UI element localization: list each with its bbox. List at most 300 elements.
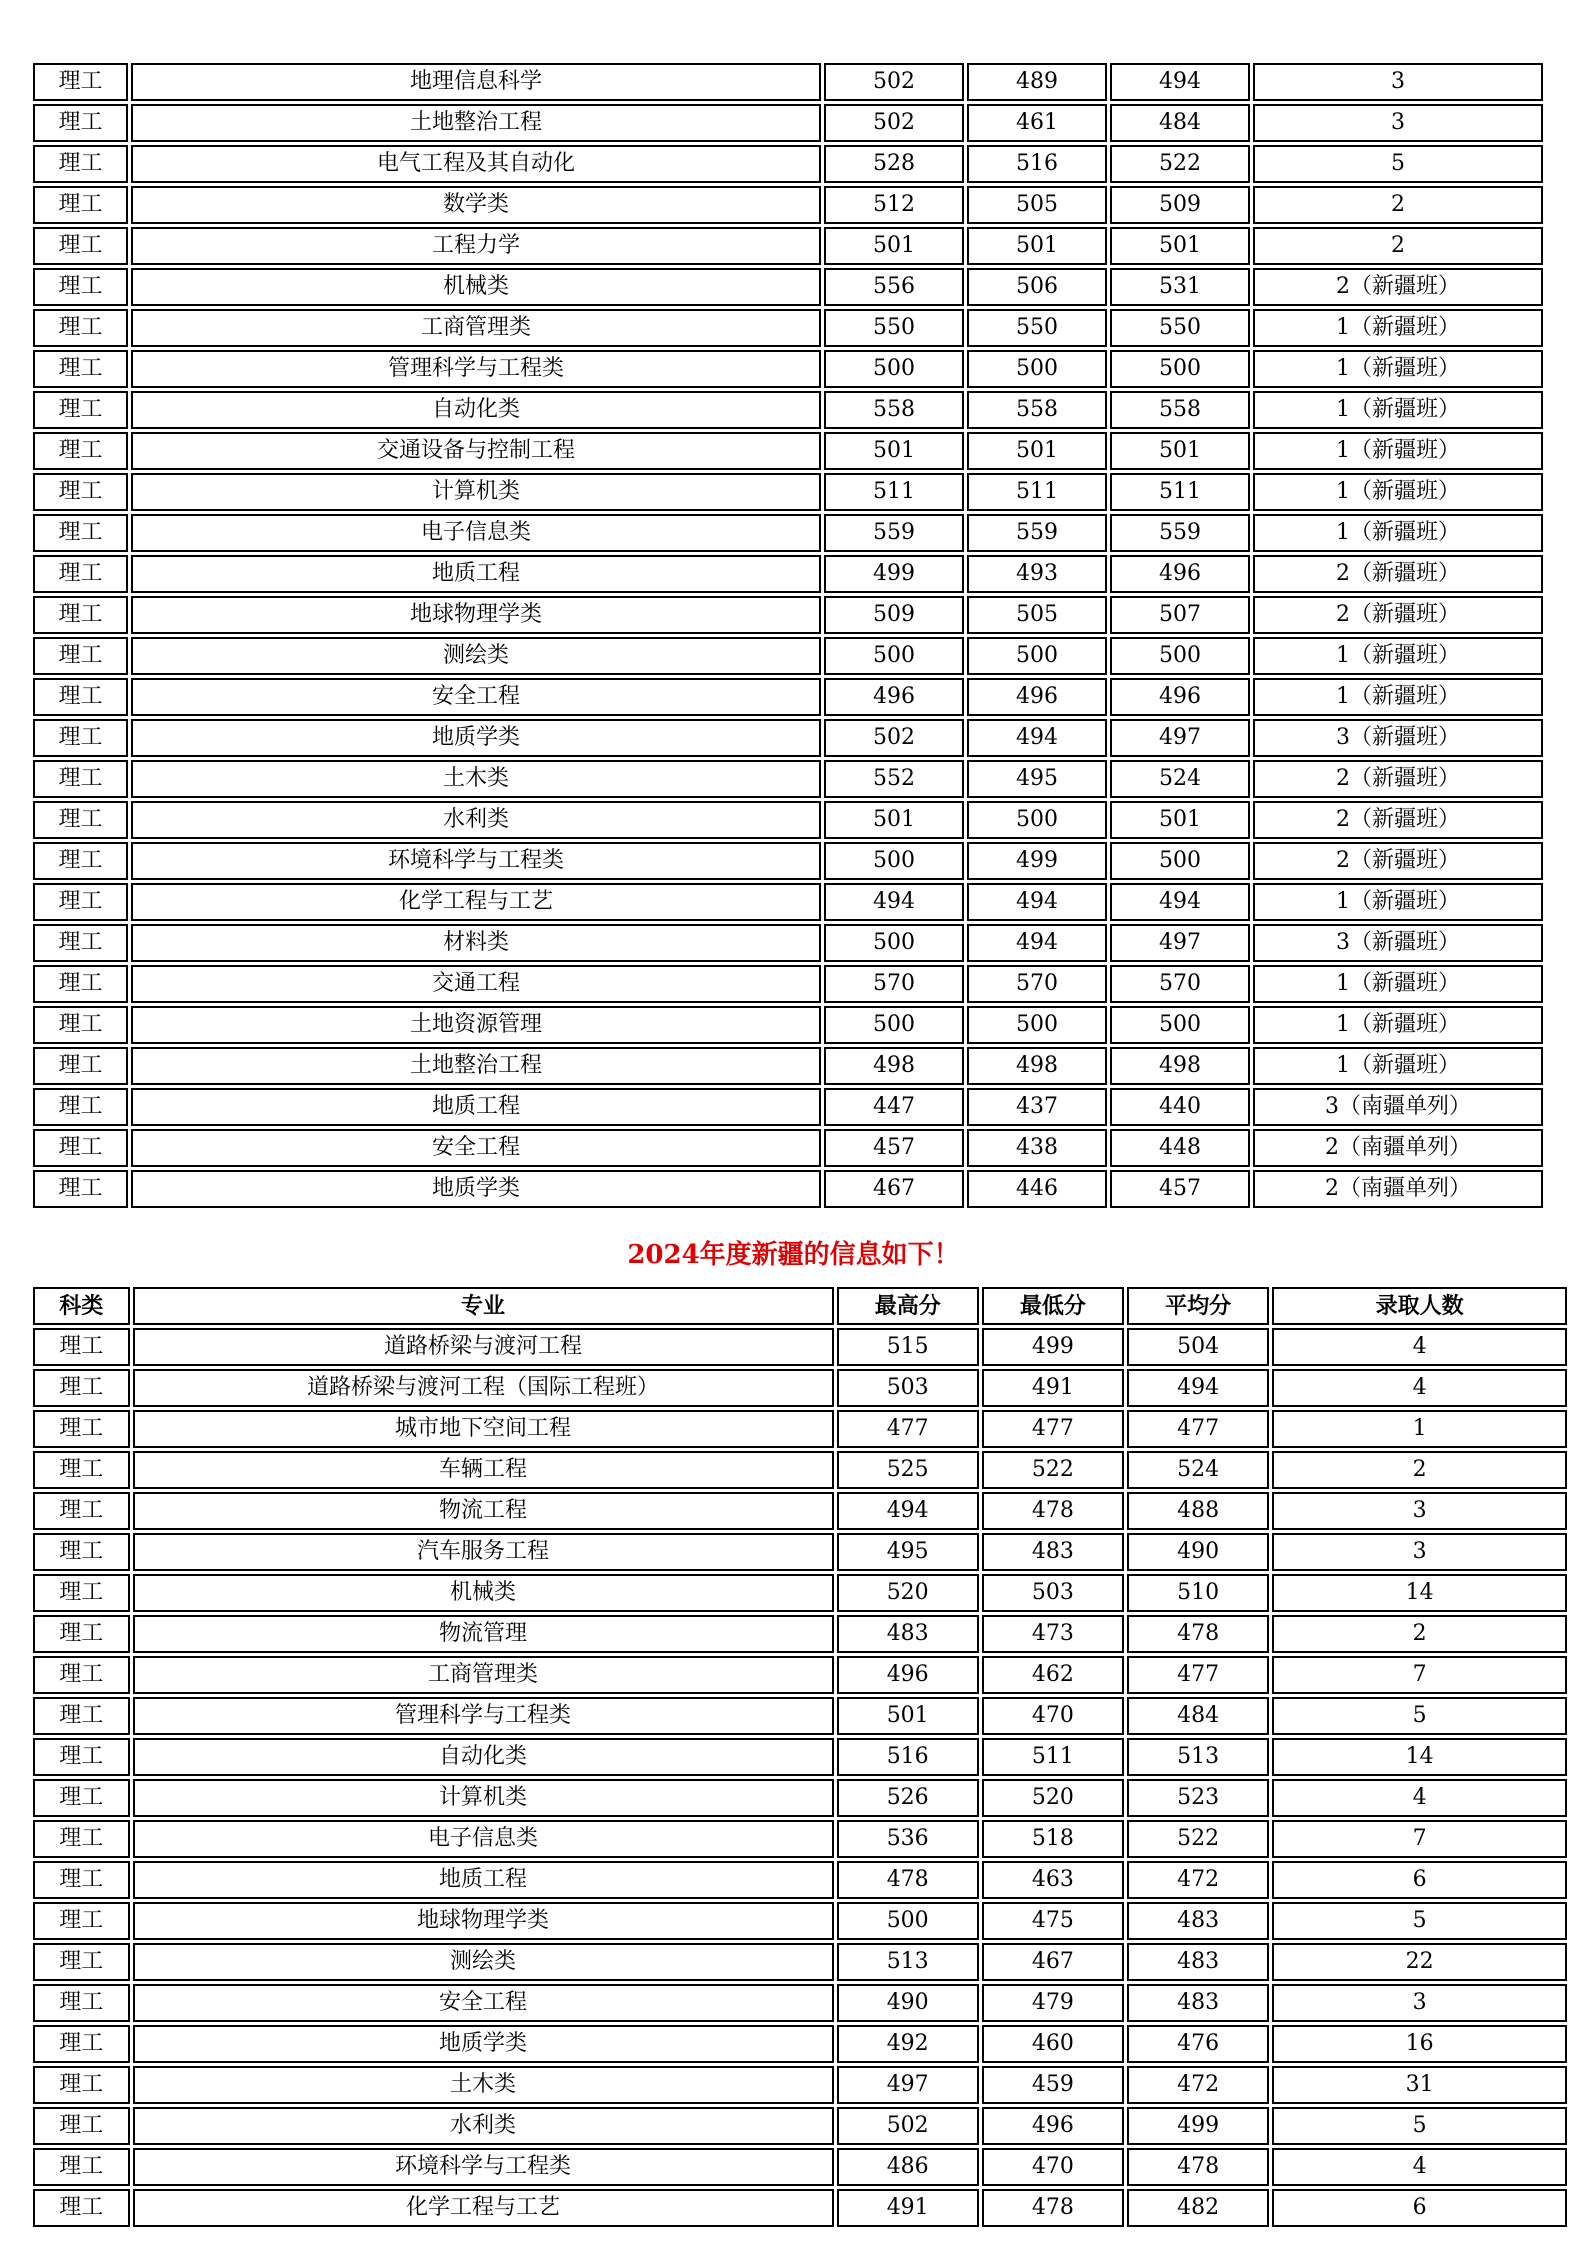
cell-min-score: 511 xyxy=(967,473,1107,511)
cell-avg-score: 509 xyxy=(1110,186,1250,224)
cell-min-score: 518 xyxy=(982,1820,1124,1858)
cell-major: 机械类 xyxy=(131,268,821,306)
cell-category: 理工 xyxy=(33,391,128,429)
cell-admitted-count: 1（新疆班） xyxy=(1253,473,1543,511)
cell-major: 土木类 xyxy=(131,760,821,798)
cell-avg-score: 559 xyxy=(1110,514,1250,552)
cell-max-score: 536 xyxy=(837,1820,979,1858)
cell-max-score: 494 xyxy=(824,883,964,921)
cell-avg-score: 496 xyxy=(1110,678,1250,716)
cell-avg-score: 484 xyxy=(1127,1697,1269,1735)
cell-major: 土地整治工程 xyxy=(131,1047,821,1085)
cell-min-score: 478 xyxy=(982,1492,1124,1530)
cell-admitted-count: 3（新疆班） xyxy=(1253,924,1543,962)
cell-avg-score: 497 xyxy=(1110,924,1250,962)
cell-max-score: 501 xyxy=(824,432,964,470)
cell-admitted-count: 2（新疆班） xyxy=(1253,555,1543,593)
cell-max-score: 494 xyxy=(837,1492,979,1530)
cell-max-score: 500 xyxy=(824,350,964,388)
cell-major: 道路桥梁与渡河工程（国际工程班） xyxy=(133,1369,834,1407)
cell-min-score: 437 xyxy=(967,1088,1107,1126)
cell-category: 理工 xyxy=(33,2025,130,2063)
cell-category: 理工 xyxy=(33,2189,130,2227)
cell-avg-score: 482 xyxy=(1127,2189,1269,2227)
cell-category: 理工 xyxy=(33,473,128,511)
table-row xyxy=(33,391,1543,429)
cell-category: 理工 xyxy=(33,760,128,798)
cell-admitted-count: 22 xyxy=(1272,1943,1567,1981)
cell-major: 电气工程及其自动化 xyxy=(131,145,821,183)
cell-admitted-count: 3 xyxy=(1272,1984,1567,2022)
table-row xyxy=(33,1902,1567,1940)
cell-min-score: 505 xyxy=(967,186,1107,224)
cell-min-score: 500 xyxy=(967,801,1107,839)
cell-min-score: 473 xyxy=(982,1615,1124,1653)
cell-major: 交通工程 xyxy=(131,965,821,1003)
cell-major: 地球物理学类 xyxy=(131,596,821,634)
cell-max-score: 516 xyxy=(837,1738,979,1776)
cell-min-score: 483 xyxy=(982,1533,1124,1571)
cell-category: 理工 xyxy=(33,1984,130,2022)
cell-category: 理工 xyxy=(33,924,128,962)
cell-avg-score: 477 xyxy=(1127,1410,1269,1448)
cell-avg-score: 484 xyxy=(1110,104,1250,142)
table-row xyxy=(33,227,1543,265)
cell-max-score: 525 xyxy=(837,1451,979,1489)
cell-admitted-count: 2（新疆班） xyxy=(1253,760,1543,798)
cell-min-score: 463 xyxy=(982,1861,1124,1899)
cell-major: 管理科学与工程类 xyxy=(133,1697,834,1735)
cell-min-score: 461 xyxy=(967,104,1107,142)
cell-avg-score: 478 xyxy=(1127,1615,1269,1653)
cell-avg-score: 504 xyxy=(1127,1328,1269,1366)
cell-major: 物流工程 xyxy=(133,1492,834,1530)
table-row xyxy=(33,186,1543,224)
table-body xyxy=(33,1328,1567,2227)
cell-max-score: 509 xyxy=(824,596,964,634)
cell-major: 安全工程 xyxy=(133,1984,834,2022)
cell-major: 地质学类 xyxy=(131,719,821,757)
table-row xyxy=(33,1984,1567,2022)
cell-category: 理工 xyxy=(33,2066,130,2104)
cell-major: 工商管理类 xyxy=(133,1656,834,1694)
cell-admitted-count: 7 xyxy=(1272,1656,1567,1694)
cell-major: 测绘类 xyxy=(131,637,821,675)
table-row xyxy=(33,678,1543,716)
table-row xyxy=(33,2189,1567,2227)
cell-max-score: 528 xyxy=(824,145,964,183)
cell-admitted-count: 7 xyxy=(1272,1820,1567,1858)
cell-avg-score: 501 xyxy=(1110,801,1250,839)
cell-admitted-count: 3 xyxy=(1253,63,1543,101)
cell-max-score: 512 xyxy=(824,186,964,224)
cell-admitted-count: 1（新疆班） xyxy=(1253,1047,1543,1085)
header-admitted-count: 录取人数 xyxy=(1272,1287,1567,1325)
cell-min-score: 520 xyxy=(982,1779,1124,1817)
table-row xyxy=(33,104,1543,142)
cell-avg-score: 494 xyxy=(1127,1369,1269,1407)
cell-min-score: 477 xyxy=(982,1410,1124,1448)
cell-admitted-count: 3 xyxy=(1272,1533,1567,1571)
cell-max-score: 496 xyxy=(837,1656,979,1694)
cell-max-score: 513 xyxy=(837,1943,979,1981)
cell-avg-score: 513 xyxy=(1127,1738,1269,1776)
cell-category: 理工 xyxy=(33,309,128,347)
cell-avg-score: 448 xyxy=(1110,1129,1250,1167)
cell-min-score: 522 xyxy=(982,1451,1124,1489)
cell-min-score: 459 xyxy=(982,2066,1124,2104)
cell-avg-score: 524 xyxy=(1110,760,1250,798)
cell-admitted-count: 2 xyxy=(1272,1451,1567,1489)
cell-admitted-count: 1（新疆班） xyxy=(1253,309,1543,347)
cell-max-score: 447 xyxy=(824,1088,964,1126)
cell-admitted-count: 2（新疆班） xyxy=(1253,268,1543,306)
cell-category: 理工 xyxy=(33,268,128,306)
cell-admitted-count: 5 xyxy=(1253,145,1543,183)
cell-min-score: 475 xyxy=(982,1902,1124,1940)
cell-min-score: 501 xyxy=(967,432,1107,470)
table-row xyxy=(33,1861,1567,1899)
table-row xyxy=(33,514,1543,552)
cell-category: 理工 xyxy=(33,1738,130,1776)
header-max-score: 最高分 xyxy=(837,1287,979,1325)
cell-category: 理工 xyxy=(33,2107,130,2145)
table-row xyxy=(33,2148,1567,2186)
cell-max-score: 500 xyxy=(824,1006,964,1044)
cell-min-score: 478 xyxy=(982,2189,1124,2227)
cell-max-score: 467 xyxy=(824,1170,964,1208)
cell-max-score: 500 xyxy=(824,637,964,675)
table-row xyxy=(33,1410,1567,1448)
cell-major: 车辆工程 xyxy=(133,1451,834,1489)
cell-category: 理工 xyxy=(33,1369,130,1407)
table-row xyxy=(33,1170,1543,1208)
cell-max-score: 550 xyxy=(824,309,964,347)
cell-admitted-count: 2 xyxy=(1253,227,1543,265)
cell-major: 材料类 xyxy=(131,924,821,962)
cell-major: 交通设备与控制工程 xyxy=(131,432,821,470)
table-row xyxy=(33,2066,1567,2104)
cell-category: 理工 xyxy=(33,1779,130,1817)
cell-major: 工程力学 xyxy=(131,227,821,265)
cell-category: 理工 xyxy=(33,1533,130,1571)
table-row xyxy=(33,1656,1567,1694)
cell-major: 水利类 xyxy=(131,801,821,839)
cell-max-score: 559 xyxy=(824,514,964,552)
cell-avg-score: 500 xyxy=(1110,350,1250,388)
cell-min-score: 559 xyxy=(967,514,1107,552)
cell-max-score: 496 xyxy=(824,678,964,716)
table-row xyxy=(33,965,1543,1003)
cell-category: 理工 xyxy=(33,965,128,1003)
cell-major: 电子信息类 xyxy=(131,514,821,552)
cell-major: 环境科学与工程类 xyxy=(133,2148,834,2186)
cell-category: 理工 xyxy=(33,1047,128,1085)
table-row xyxy=(33,1533,1567,1571)
cell-max-score: 499 xyxy=(824,555,964,593)
header-major: 专业 xyxy=(133,1287,834,1325)
cell-avg-score: 477 xyxy=(1127,1656,1269,1694)
cell-min-score: 496 xyxy=(982,2107,1124,2145)
cell-major: 计算机类 xyxy=(131,473,821,511)
table-row xyxy=(33,1047,1543,1085)
cell-admitted-count: 2 xyxy=(1253,186,1543,224)
cell-max-score: 483 xyxy=(837,1615,979,1653)
cell-min-score: 494 xyxy=(967,719,1107,757)
cell-major: 地质学类 xyxy=(133,2025,834,2063)
cell-min-score: 491 xyxy=(982,1369,1124,1407)
cell-admitted-count: 1（新疆班） xyxy=(1253,514,1543,552)
cell-min-score: 460 xyxy=(982,2025,1124,2063)
cell-category: 理工 xyxy=(33,227,128,265)
cell-major: 地球物理学类 xyxy=(133,1902,834,1940)
table-row xyxy=(33,145,1543,183)
cell-admitted-count: 1（新疆班） xyxy=(1253,965,1543,1003)
cell-avg-score: 500 xyxy=(1110,842,1250,880)
table-row xyxy=(33,924,1543,962)
cell-category: 理工 xyxy=(33,596,128,634)
cell-admitted-count: 1（新疆班） xyxy=(1253,678,1543,716)
cell-admitted-count: 3（新疆班） xyxy=(1253,719,1543,757)
cell-category: 理工 xyxy=(33,1656,130,1694)
cell-max-score: 502 xyxy=(824,63,964,101)
section-title: 2024年度新疆的信息如下！ xyxy=(627,1240,960,1270)
cell-min-score: 570 xyxy=(967,965,1107,1003)
cell-max-score: 501 xyxy=(824,801,964,839)
cell-min-score: 506 xyxy=(967,268,1107,306)
table-row xyxy=(33,1779,1567,1817)
cell-min-score: 470 xyxy=(982,1697,1124,1735)
cell-min-score: 498 xyxy=(967,1047,1107,1085)
admission-table-2024-xinjiang xyxy=(30,1284,1570,2230)
table-row xyxy=(33,637,1543,675)
cell-admitted-count: 2（新疆班） xyxy=(1253,596,1543,634)
table-body xyxy=(33,63,1543,1208)
cell-admitted-count: 2（南疆单列） xyxy=(1253,1170,1543,1208)
cell-major: 化学工程与工艺 xyxy=(133,2189,834,2227)
table-row xyxy=(33,1369,1567,1407)
cell-category: 理工 xyxy=(33,1006,128,1044)
cell-min-score: 499 xyxy=(982,1328,1124,1366)
cell-admitted-count: 3 xyxy=(1272,1492,1567,1530)
cell-max-score: 501 xyxy=(837,1697,979,1735)
table-row xyxy=(33,432,1543,470)
table-row xyxy=(33,1615,1567,1653)
cell-avg-score: 524 xyxy=(1127,1451,1269,1489)
cell-max-score: 477 xyxy=(837,1410,979,1448)
cell-major: 环境科学与工程类 xyxy=(131,842,821,880)
cell-category: 理工 xyxy=(33,186,128,224)
cell-admitted-count: 3（南疆单列） xyxy=(1253,1088,1543,1126)
cell-max-score: 570 xyxy=(824,965,964,1003)
cell-avg-score: 496 xyxy=(1110,555,1250,593)
table-row xyxy=(33,719,1543,757)
cell-min-score: 467 xyxy=(982,1943,1124,1981)
table-row xyxy=(33,473,1543,511)
cell-major: 化学工程与工艺 xyxy=(131,883,821,921)
cell-avg-score: 483 xyxy=(1127,1984,1269,2022)
cell-avg-score: 457 xyxy=(1110,1170,1250,1208)
header-row xyxy=(33,1287,1567,1325)
cell-category: 理工 xyxy=(33,842,128,880)
header-category: 科类 xyxy=(33,1287,130,1325)
cell-admitted-count: 1（新疆班） xyxy=(1253,432,1543,470)
cell-max-score: 502 xyxy=(824,719,964,757)
cell-min-score: 438 xyxy=(967,1129,1107,1167)
cell-major: 管理科学与工程类 xyxy=(131,350,821,388)
cell-min-score: 516 xyxy=(967,145,1107,183)
cell-category: 理工 xyxy=(33,1410,130,1448)
cell-major: 物流管理 xyxy=(133,1615,834,1653)
cell-major: 数学类 xyxy=(131,186,821,224)
cell-category: 理工 xyxy=(33,1615,130,1653)
table-row xyxy=(33,2107,1567,2145)
cell-category: 理工 xyxy=(33,555,128,593)
cell-major: 土地资源管理 xyxy=(131,1006,821,1044)
cell-avg-score: 550 xyxy=(1110,309,1250,347)
cell-min-score: 550 xyxy=(967,309,1107,347)
cell-avg-score: 500 xyxy=(1110,1006,1250,1044)
cell-admitted-count: 4 xyxy=(1272,1328,1567,1366)
cell-admitted-count: 1 xyxy=(1272,1410,1567,1448)
cell-min-score: 496 xyxy=(967,678,1107,716)
cell-max-score: 500 xyxy=(824,924,964,962)
cell-avg-score: 494 xyxy=(1110,63,1250,101)
cell-admitted-count: 6 xyxy=(1272,1861,1567,1899)
cell-avg-score: 494 xyxy=(1110,883,1250,921)
cell-min-score: 494 xyxy=(967,883,1107,921)
cell-major: 工商管理类 xyxy=(131,309,821,347)
cell-max-score: 520 xyxy=(837,1574,979,1612)
cell-max-score: 457 xyxy=(824,1129,964,1167)
cell-admitted-count: 1（新疆班） xyxy=(1253,883,1543,921)
cell-admitted-count: 5 xyxy=(1272,1902,1567,1940)
table-row xyxy=(33,842,1543,880)
table-row xyxy=(33,1328,1567,1366)
cell-major: 城市地下空间工程 xyxy=(133,1410,834,1448)
cell-admitted-count: 2 xyxy=(1272,1615,1567,1653)
cell-admitted-count: 3 xyxy=(1253,104,1543,142)
cell-min-score: 503 xyxy=(982,1574,1124,1612)
cell-major: 测绘类 xyxy=(133,1943,834,1981)
cell-min-score: 500 xyxy=(967,350,1107,388)
cell-category: 理工 xyxy=(33,1492,130,1530)
table-row xyxy=(33,1006,1543,1044)
table-row xyxy=(33,1738,1567,1776)
table-row xyxy=(33,1129,1543,1167)
cell-category: 理工 xyxy=(33,1088,128,1126)
cell-major: 水利类 xyxy=(133,2107,834,2145)
cell-category: 理工 xyxy=(33,1328,130,1366)
cell-category: 理工 xyxy=(33,1943,130,1981)
cell-avg-score: 499 xyxy=(1127,2107,1269,2145)
admission-table-continued xyxy=(30,60,1546,1211)
cell-category: 理工 xyxy=(33,2148,130,2186)
cell-admitted-count: 4 xyxy=(1272,2148,1567,2186)
cell-min-score: 511 xyxy=(982,1738,1124,1776)
cell-avg-score: 523 xyxy=(1127,1779,1269,1817)
cell-avg-score: 488 xyxy=(1127,1492,1269,1530)
cell-avg-score: 501 xyxy=(1110,227,1250,265)
cell-category: 理工 xyxy=(33,637,128,675)
cell-avg-score: 472 xyxy=(1127,1861,1269,1899)
cell-max-score: 486 xyxy=(837,2148,979,2186)
cell-category: 理工 xyxy=(33,145,128,183)
cell-avg-score: 501 xyxy=(1110,432,1250,470)
cell-max-score: 497 xyxy=(837,2066,979,2104)
table-row xyxy=(33,555,1543,593)
table-header xyxy=(33,1287,1567,1325)
cell-admitted-count: 6 xyxy=(1272,2189,1567,2227)
cell-max-score: 503 xyxy=(837,1369,979,1407)
cell-category: 理工 xyxy=(33,1902,130,1940)
table-row xyxy=(33,268,1543,306)
cell-major: 电子信息类 xyxy=(133,1820,834,1858)
cell-category: 理工 xyxy=(33,514,128,552)
cell-avg-score: 498 xyxy=(1110,1047,1250,1085)
cell-avg-score: 558 xyxy=(1110,391,1250,429)
cell-admitted-count: 1（新疆班） xyxy=(1253,391,1543,429)
cell-major: 计算机类 xyxy=(133,1779,834,1817)
table-row xyxy=(33,350,1543,388)
cell-avg-score: 531 xyxy=(1110,268,1250,306)
cell-avg-score: 500 xyxy=(1110,637,1250,675)
cell-category: 理工 xyxy=(33,1820,130,1858)
cell-max-score: 500 xyxy=(837,1902,979,1940)
cell-admitted-count: 4 xyxy=(1272,1779,1567,1817)
cell-max-score: 495 xyxy=(837,1533,979,1571)
header-min-score: 最低分 xyxy=(982,1287,1124,1325)
cell-avg-score: 472 xyxy=(1127,2066,1269,2104)
cell-max-score: 552 xyxy=(824,760,964,798)
cell-min-score: 493 xyxy=(967,555,1107,593)
table-row xyxy=(33,801,1543,839)
cell-major: 安全工程 xyxy=(131,1129,821,1167)
cell-category: 理工 xyxy=(33,1129,128,1167)
cell-min-score: 499 xyxy=(967,842,1107,880)
table-row xyxy=(33,883,1543,921)
cell-admitted-count: 5 xyxy=(1272,2107,1567,2145)
cell-avg-score: 507 xyxy=(1110,596,1250,634)
cell-max-score: 500 xyxy=(824,842,964,880)
cell-avg-score: 478 xyxy=(1127,2148,1269,2186)
cell-major: 土木类 xyxy=(133,2066,834,2104)
cell-category: 理工 xyxy=(33,883,128,921)
cell-admitted-count: 2（新疆班） xyxy=(1253,801,1543,839)
cell-min-score: 500 xyxy=(967,1006,1107,1044)
cell-major: 地理信息科学 xyxy=(131,63,821,101)
cell-min-score: 558 xyxy=(967,391,1107,429)
cell-min-score: 446 xyxy=(967,1170,1107,1208)
cell-avg-score: 440 xyxy=(1110,1088,1250,1126)
cell-max-score: 498 xyxy=(824,1047,964,1085)
cell-major: 安全工程 xyxy=(131,678,821,716)
cell-max-score: 515 xyxy=(837,1328,979,1366)
table-row xyxy=(33,760,1543,798)
cell-admitted-count: 14 xyxy=(1272,1574,1567,1612)
cell-max-score: 491 xyxy=(837,2189,979,2227)
cell-min-score: 489 xyxy=(967,63,1107,101)
cell-admitted-count: 4 xyxy=(1272,1369,1567,1407)
table-row xyxy=(33,596,1543,634)
cell-avg-score: 483 xyxy=(1127,1943,1269,1981)
cell-avg-score: 510 xyxy=(1127,1574,1269,1612)
cell-major: 道路桥梁与渡河工程 xyxy=(133,1328,834,1366)
cell-category: 理工 xyxy=(33,801,128,839)
cell-avg-score: 490 xyxy=(1127,1533,1269,1571)
cell-major: 地质工程 xyxy=(131,1088,821,1126)
cell-major: 机械类 xyxy=(133,1574,834,1612)
